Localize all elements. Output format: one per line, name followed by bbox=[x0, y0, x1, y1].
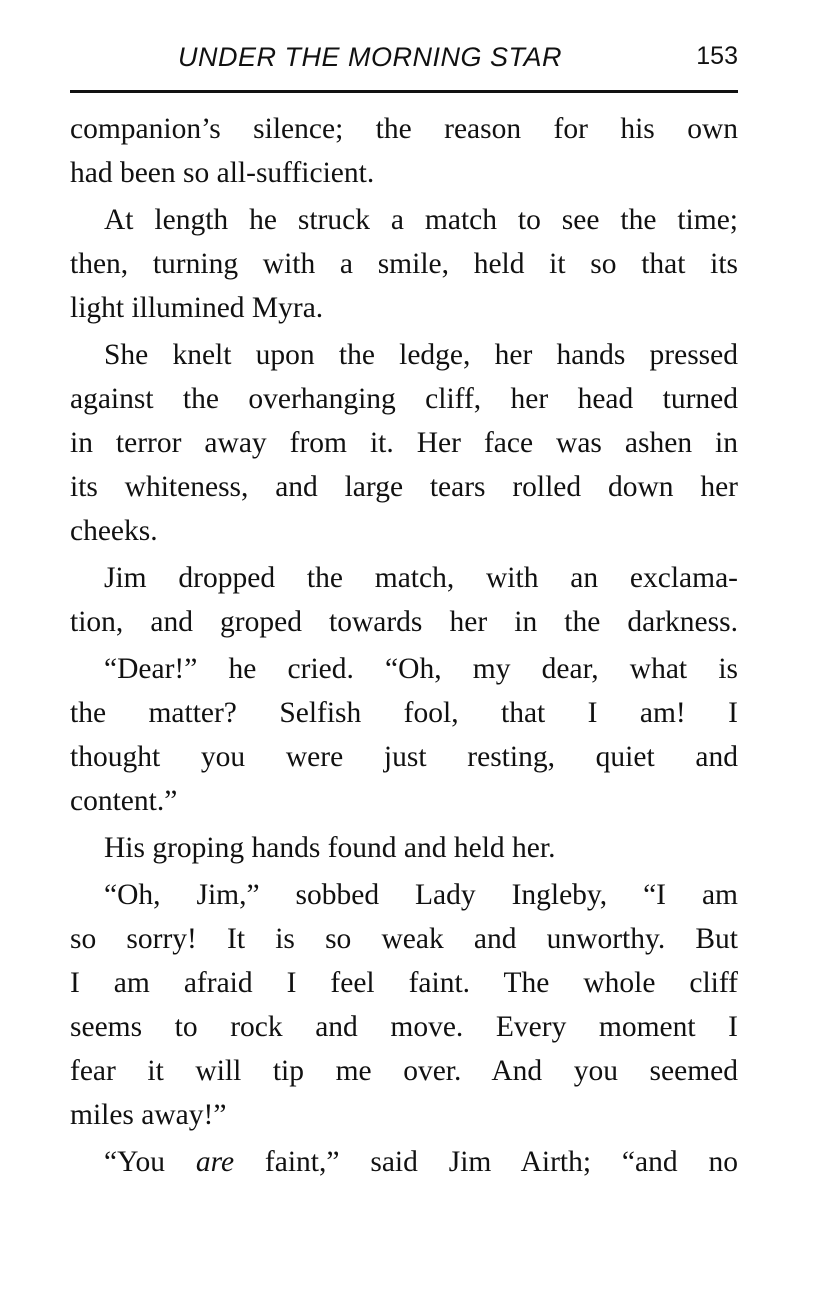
text-line: companion’s silence; the reason for his own bbox=[70, 113, 738, 145]
text-line: “Dear!” he cried. “Oh, my dear, what is bbox=[104, 653, 738, 685]
text-line: miles away!” bbox=[70, 1099, 227, 1131]
text-line: light illumined Myra. bbox=[70, 292, 324, 324]
text-line: content.” bbox=[70, 785, 178, 817]
text-line: thought you were just resting, quiet and bbox=[70, 741, 738, 773]
text-line: its whiteness, and large tears rolled down her bbox=[70, 471, 738, 503]
text-line: cheeks. bbox=[70, 515, 158, 547]
header-rule bbox=[70, 90, 738, 93]
text-line: the matter? Selfish fool, that I am! I bbox=[70, 697, 738, 729]
text-line: “Oh, Jim,” sobbed Lady Ingleby, “I am bbox=[104, 879, 738, 911]
paragraph bbox=[70, 873, 738, 1137]
text-segment: “You bbox=[104, 1146, 196, 1178]
text-line: in terror away from it. Her face was ashen in bbox=[70, 427, 738, 459]
text-line: against the overhanging cliff, her head turned bbox=[70, 383, 738, 415]
paragraph bbox=[70, 107, 738, 195]
text-segment: faint,” said Jim Airth; “and no bbox=[234, 1146, 738, 1178]
text-line: so sorry! It is so weak and unworthy. But bbox=[70, 923, 738, 955]
text-line: fear it will tip me over. And you seemed bbox=[70, 1055, 738, 1087]
text-line: I am afraid I feel faint. The whole cliff bbox=[70, 967, 738, 999]
page-number: 153 bbox=[696, 42, 738, 70]
text-line: At length he struck a match to see the time; bbox=[104, 204, 738, 236]
running-title: UNDER THE MORNING STAR bbox=[178, 42, 563, 72]
text-line: His groping hands found and held her. bbox=[104, 832, 556, 864]
text-line: seems to rock and move. Every moment I bbox=[70, 1011, 738, 1043]
text-line bbox=[70, 1140, 738, 1184]
paragraph bbox=[70, 198, 738, 330]
text-line: had been so all-sufficient. bbox=[70, 157, 375, 189]
paragraph bbox=[70, 1140, 738, 1184]
body-text bbox=[70, 107, 738, 1187]
text-line: then, turning with a smile, held it so that its bbox=[70, 248, 738, 280]
emphasis-text: are bbox=[195, 1146, 235, 1178]
paragraph bbox=[70, 647, 738, 823]
text-line: Jim dropped the match, with an exclama- bbox=[104, 562, 738, 594]
text-line: She knelt upon the ledge, her hands pressed bbox=[104, 339, 738, 371]
paragraph bbox=[70, 556, 738, 644]
page-header bbox=[70, 42, 738, 82]
paragraph bbox=[70, 826, 738, 870]
text-line: tion, and groped towards her in the darkness. bbox=[70, 606, 738, 638]
paragraph bbox=[70, 333, 738, 553]
